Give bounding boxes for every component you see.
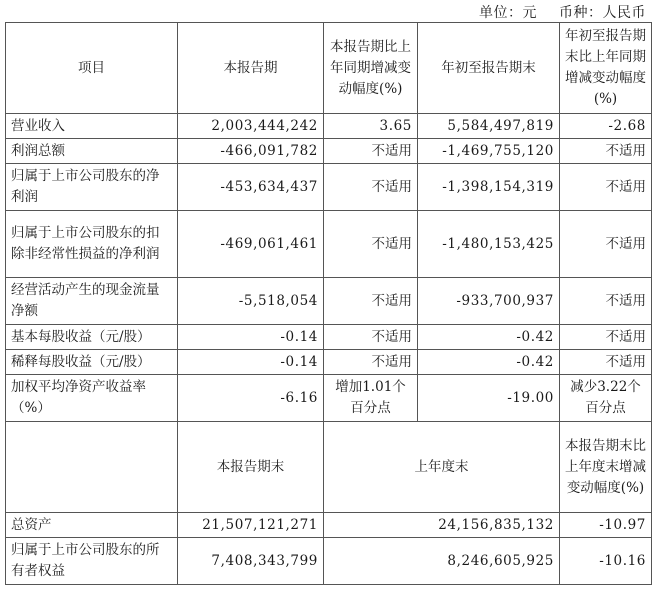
row-ytd: -1,398,154,319 bbox=[418, 164, 560, 211]
row-item: 归属于上市公司股东的所有者权益 bbox=[6, 538, 178, 585]
row-ytd-change: 不适用 bbox=[560, 139, 652, 164]
table-row bbox=[6, 538, 652, 585]
table-row bbox=[6, 211, 652, 278]
row-period-end: 7,408,343,799 bbox=[178, 538, 324, 585]
table-row bbox=[6, 325, 652, 350]
row-ytd: -1,480,153,425 bbox=[418, 211, 560, 278]
row-ytd: -1,469,755,120 bbox=[418, 139, 560, 164]
row-current: -466,091,782 bbox=[178, 139, 324, 164]
row-change: 不适用 bbox=[324, 211, 418, 278]
subheader-change-pct: 本报告期末比上年度末增减变动幅度(%) bbox=[560, 422, 652, 513]
row-item: 加权平均净资产收益率（%） bbox=[6, 375, 178, 422]
row-ytd: -933,700,937 bbox=[418, 278, 560, 325]
header-ytd: 年初至报告期末 bbox=[418, 23, 560, 114]
row-change: 不适用 bbox=[324, 139, 418, 164]
row-item: 营业收入 bbox=[6, 114, 178, 139]
row-ytd-change: 不适用 bbox=[560, 211, 652, 278]
row-item: 经营活动产生的现金流量净额 bbox=[6, 278, 178, 325]
row-ytd: -19.00 bbox=[418, 375, 560, 422]
row-change: 不适用 bbox=[324, 164, 418, 211]
row-last-year-end: 24,156,835,132 bbox=[324, 513, 560, 538]
table-row bbox=[6, 139, 652, 164]
row-change: 不适用 bbox=[324, 278, 418, 325]
row-item: 利润总额 bbox=[6, 139, 178, 164]
header-ytd-change-pct: 年初至报告期末比上年同期增减变动幅度(%) bbox=[560, 23, 652, 114]
financial-data-table bbox=[5, 22, 652, 585]
row-last-year-end: 8,246,605,925 bbox=[324, 538, 560, 585]
row-ytd-change: 减少3.22个百分点 bbox=[560, 375, 652, 422]
table-subheader-row bbox=[6, 422, 652, 513]
header-current-period: 本报告期 bbox=[178, 23, 324, 114]
row-ytd: -0.42 bbox=[418, 350, 560, 375]
row-ytd-change: 不适用 bbox=[560, 325, 652, 350]
unit-label: 单位：元 bbox=[479, 5, 537, 21]
row-ytd-change: 不适用 bbox=[560, 164, 652, 211]
row-current: -453,634,437 bbox=[178, 164, 324, 211]
row-change: 不适用 bbox=[324, 325, 418, 350]
subheader-empty-cell bbox=[6, 422, 178, 513]
table-row bbox=[6, 164, 652, 211]
row-period-end: 21,507,121,271 bbox=[178, 513, 324, 538]
row-item: 基本每股收益（元/股） bbox=[6, 325, 178, 350]
row-change: 3.65 bbox=[324, 114, 418, 139]
row-current: 2,003,444,242 bbox=[178, 114, 324, 139]
row-change: -10.16 bbox=[560, 538, 652, 585]
unit-line bbox=[479, 2, 646, 22]
row-current: -469,061,461 bbox=[178, 211, 324, 278]
row-item: 总资产 bbox=[6, 513, 178, 538]
row-current: -6.16 bbox=[178, 375, 324, 422]
row-change: 不适用 bbox=[324, 350, 418, 375]
table-header-row bbox=[6, 23, 652, 114]
row-ytd: 5,584,497,819 bbox=[418, 114, 560, 139]
row-ytd-change: 不适用 bbox=[560, 278, 652, 325]
currency-label: 币种：人民币 bbox=[559, 5, 646, 21]
row-change: -10.97 bbox=[560, 513, 652, 538]
row-ytd-change: -2.68 bbox=[560, 114, 652, 139]
row-change: 增加1.01个百分点 bbox=[324, 375, 418, 422]
row-item: 稀释每股收益（元/股） bbox=[6, 350, 178, 375]
table-row bbox=[6, 278, 652, 325]
row-current: -5,518,054 bbox=[178, 278, 324, 325]
table-row bbox=[6, 114, 652, 139]
table-row bbox=[6, 513, 652, 538]
header-item: 项目 bbox=[6, 23, 178, 114]
subheader-period-end: 本报告期末 bbox=[178, 422, 324, 513]
subheader-last-year-end: 上年度末 bbox=[324, 422, 560, 513]
table-row bbox=[6, 350, 652, 375]
row-ytd-change: 不适用 bbox=[560, 350, 652, 375]
row-current: -0.14 bbox=[178, 325, 324, 350]
row-current: -0.14 bbox=[178, 350, 324, 375]
header-change-pct: 本报告期比上年同期增减变动幅度(%) bbox=[324, 23, 418, 114]
table-row bbox=[6, 375, 652, 422]
row-ytd: -0.42 bbox=[418, 325, 560, 350]
row-item: 归属于上市公司股东的净利润 bbox=[6, 164, 178, 211]
row-item: 归属于上市公司股东的扣除非经常性损益的净利润 bbox=[6, 211, 178, 278]
